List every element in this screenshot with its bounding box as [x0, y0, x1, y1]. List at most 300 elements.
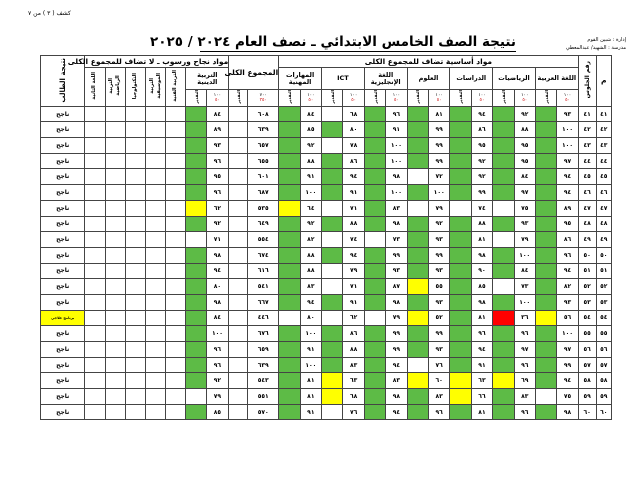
cell-score: ٩٨ [386, 294, 407, 310]
cell-extra [85, 216, 105, 232]
cell-score: ٩٣ [428, 294, 449, 310]
cell-extra [125, 216, 145, 232]
cell-level [450, 357, 471, 373]
cell-level [493, 169, 514, 185]
cell-score: ٨٣ [514, 389, 535, 405]
cell-score: ٧٣ [514, 279, 535, 295]
cell-total: ٦٤٩ [248, 216, 279, 232]
cell-level [322, 389, 343, 405]
cell-extra [125, 404, 145, 420]
header-subject: اللغة الإنجليزية [364, 68, 407, 90]
cell-score: ٩٣ [557, 294, 578, 310]
cell-result: ناجح [41, 247, 85, 263]
cell-seat: ٦٠ [578, 404, 596, 420]
cell-score: ١٠٠ [428, 185, 449, 201]
cell-level [493, 263, 514, 279]
cell-total: ٦٦٧ [248, 294, 279, 310]
header-level-label: التقدير [500, 90, 506, 104]
cell-extra [166, 122, 186, 138]
cell-extra [125, 389, 145, 405]
cell-religion: ٩٦ [206, 342, 229, 358]
header-serial: م [596, 56, 611, 107]
cell-level [322, 185, 343, 201]
cell-total: ٦٠١ [248, 169, 279, 185]
cell-score: ٩٤ [557, 169, 578, 185]
cell-seat: ٥٢ [578, 279, 596, 295]
cell-serial: ٦٠ [596, 404, 611, 420]
cell-level [364, 389, 385, 405]
cell-score: ٨٦ [343, 326, 364, 342]
cell-score: ٨٣ [300, 279, 321, 295]
cell-level [279, 404, 300, 420]
cell-extra [146, 169, 166, 185]
header-extra-label: التربية الفنية [172, 69, 179, 102]
cell-level [364, 216, 385, 232]
cell-level [535, 294, 556, 310]
cell-religion-level [186, 279, 206, 295]
cell-total-level [229, 263, 248, 279]
cell-extra [146, 216, 166, 232]
cell-level [535, 232, 556, 248]
cell-seat: ٥٥ [578, 326, 596, 342]
cell-score: ٩٥ [471, 138, 492, 154]
cell-level [493, 153, 514, 169]
cell-level [450, 106, 471, 122]
cell-score: ٩٦ [386, 106, 407, 122]
cell-score: ٩٩ [428, 326, 449, 342]
cell-seat: ٤١ [578, 106, 596, 122]
cell-extra [125, 169, 145, 185]
cell-level [535, 153, 556, 169]
cell-extra [166, 185, 186, 201]
cell-level [493, 185, 514, 201]
header-max-min [428, 90, 449, 107]
header-level [364, 90, 385, 107]
cell-religion: ٧١ [206, 232, 229, 248]
cell-score: ١٠٠ [300, 357, 321, 373]
cell-extra [146, 200, 166, 216]
cell-religion: ٩٦ [206, 357, 229, 373]
cell-religion-level [186, 232, 206, 248]
cell-score: ٩٩ [428, 153, 449, 169]
cell-extra [146, 122, 166, 138]
cell-religion-level [186, 200, 206, 216]
table-row [41, 185, 612, 201]
cell-score: ٩٣ [428, 232, 449, 248]
cell-total-level [229, 389, 248, 405]
cell-level [279, 216, 300, 232]
cell-level [279, 247, 300, 263]
header-max-min [248, 90, 279, 107]
cell-level [364, 279, 385, 295]
cell-serial: ٥٠ [596, 247, 611, 263]
cell-level [364, 294, 385, 310]
cell-score: ٥٢ [428, 310, 449, 326]
cell-religion-level [186, 247, 206, 263]
cell-serial: ٥١ [596, 263, 611, 279]
cell-extra [105, 342, 125, 358]
cell-extra [85, 263, 105, 279]
cell-level [450, 326, 471, 342]
cell-total-level [229, 138, 248, 154]
cell-level [279, 373, 300, 389]
table-row [41, 200, 612, 216]
header-level [279, 90, 300, 107]
cell-score: ٩٤ [471, 342, 492, 358]
cell-total-level [229, 153, 248, 169]
cell-level [364, 138, 385, 154]
cell-religion-level [186, 153, 206, 169]
cell-score: ٦٣ [471, 373, 492, 389]
cell-total-level [229, 232, 248, 248]
cell-extra [85, 404, 105, 420]
cell-total-level [229, 342, 248, 358]
cell-serial: ٥٢ [596, 279, 611, 295]
cell-score: ٩٧ [514, 342, 535, 358]
cell-level [450, 185, 471, 201]
cell-extra [166, 326, 186, 342]
cell-score: ٨٦ [343, 153, 364, 169]
cell-score: ٩٤ [557, 373, 578, 389]
cell-level [450, 342, 471, 358]
cell-level [279, 310, 300, 326]
cell-seat: ٤٨ [578, 216, 596, 232]
cell-level [450, 122, 471, 138]
cell-serial: ٥٤ [596, 310, 611, 326]
cell-seat: ٥٨ [578, 373, 596, 389]
cell-extra [125, 138, 145, 154]
results-table [40, 55, 612, 420]
header-extra-label: التربية الرياضية [108, 75, 122, 97]
cell-score: ٨١ [471, 232, 492, 248]
cell-extra [125, 342, 145, 358]
cell-result: ناجح [41, 326, 85, 342]
cell-religion-level [186, 373, 206, 389]
cell-extra [166, 310, 186, 326]
cell-extra [125, 310, 145, 326]
header-extra-subject [146, 68, 166, 107]
header-level [407, 90, 428, 107]
cell-extra [85, 342, 105, 358]
cell-seat: ٥١ [578, 263, 596, 279]
cell-extra [85, 169, 105, 185]
cell-score: ٧٥ [514, 200, 535, 216]
cell-extra [146, 389, 166, 405]
cell-total: ٥٥١ [248, 389, 279, 405]
results-sheet [40, 55, 612, 431]
cell-score: ٨٣ [386, 373, 407, 389]
cell-score: ٧٥ [557, 389, 578, 405]
cell-extra [105, 326, 125, 342]
cell-extra [105, 232, 125, 248]
cell-score: ٩١ [471, 357, 492, 373]
table-row [41, 294, 612, 310]
header-max-min [206, 90, 229, 107]
cell-extra [125, 357, 145, 373]
cell-score: ٧٤ [471, 200, 492, 216]
cell-result: ناجح [41, 138, 85, 154]
cell-score: ٨١ [471, 310, 492, 326]
cell-level [493, 294, 514, 310]
table-row [41, 153, 612, 169]
cell-extra [146, 138, 166, 154]
cell-level [493, 279, 514, 295]
cell-score: ٨٨ [300, 153, 321, 169]
cell-total: ٦٣٩ [248, 122, 279, 138]
cell-seat: ٤٩ [578, 232, 596, 248]
cell-score: ٩٤ [471, 106, 492, 122]
header-level-label: التقدير [543, 90, 549, 104]
cell-serial: ٥٧ [596, 357, 611, 373]
cell-level [364, 106, 385, 122]
cell-score: ٨٣ [386, 200, 407, 216]
cell-score: ٧١ [343, 279, 364, 295]
cell-extra [166, 263, 186, 279]
cell-extra [85, 279, 105, 295]
cell-level [450, 138, 471, 154]
cell-level [322, 200, 343, 216]
cell-result: ناجح [41, 389, 85, 405]
cell-level [364, 185, 385, 201]
cell-score: ٧٩ [343, 263, 364, 279]
header-max: ١٠٠ [307, 92, 315, 98]
cell-score: ٩٢ [471, 153, 492, 169]
cell-score: ٩٤ [557, 185, 578, 201]
cell-result: ناجح [41, 279, 85, 295]
cell-score: ٩٨ [386, 169, 407, 185]
cell-seat: ٥٧ [578, 357, 596, 373]
cell-level [364, 326, 385, 342]
cell-score: ٩٨ [386, 389, 407, 405]
cell-level [407, 310, 428, 326]
cell-total: ٥٥٤ [248, 232, 279, 248]
cell-level [450, 389, 471, 405]
cell-result: ناجح [41, 216, 85, 232]
cell-religion: ٩٦ [206, 153, 229, 169]
cell-level [535, 247, 556, 263]
cell-level [279, 122, 300, 138]
cell-religion-level [186, 310, 206, 326]
cell-total: ٦٥٥ [248, 153, 279, 169]
header-subject: اللغة العربية [535, 68, 578, 90]
cell-score: ٦٨ [343, 389, 364, 405]
table-row [41, 232, 612, 248]
cell-result: ناجح [41, 106, 85, 122]
cell-score: ٦٨ [343, 106, 364, 122]
header-subject: ICT [322, 68, 365, 90]
cell-extra [146, 247, 166, 263]
cell-score: ٩٣ [428, 342, 449, 358]
table-row [41, 279, 612, 295]
table-row [41, 138, 612, 154]
cell-extra [166, 153, 186, 169]
cell-level [493, 373, 514, 389]
cell-religion-level [186, 389, 206, 405]
cell-level [322, 106, 343, 122]
cell-level [322, 310, 343, 326]
cell-level [407, 153, 428, 169]
header-extra-label: اللغة الثانية [91, 71, 98, 100]
cell-score: ٨٣ [428, 389, 449, 405]
cell-seat: ٥٤ [578, 310, 596, 326]
cell-score: ٩٦ [514, 404, 535, 420]
table-row [41, 373, 612, 389]
cell-score: ٩٧ [557, 342, 578, 358]
cell-total-level [229, 294, 248, 310]
cell-score: ٧٩ [428, 200, 449, 216]
cell-total: ٥٣٥ [248, 200, 279, 216]
cell-seat: ٤٣ [578, 138, 596, 154]
cell-seat: ٥٠ [578, 247, 596, 263]
cell-score: ٦٢ [343, 310, 364, 326]
header-min: ٥٠ [351, 97, 357, 103]
cell-extra [146, 294, 166, 310]
admin-info [566, 36, 626, 52]
cell-score: ٨٢ [557, 279, 578, 295]
cell-score: ٨٨ [343, 216, 364, 232]
cell-level [493, 326, 514, 342]
cell-level [493, 404, 514, 420]
cell-score: ٧٦ [343, 404, 364, 420]
header-seat-label: رقم الجلوس [583, 61, 591, 99]
cell-level [407, 185, 428, 201]
cell-extra [85, 185, 105, 201]
cell-total-level [229, 310, 248, 326]
cell-level [450, 279, 471, 295]
header-min: ٥٠ [393, 97, 399, 103]
cell-extra [125, 106, 145, 122]
header-max: ٧٠٠ [259, 92, 267, 98]
cell-score: ٩٦ [514, 357, 535, 373]
cell-level [407, 389, 428, 405]
cell-extra [146, 263, 166, 279]
cell-extra [105, 357, 125, 373]
cell-score: ٧٩ [386, 310, 407, 326]
cell-level [364, 263, 385, 279]
cell-religion: ٨٤ [206, 106, 229, 122]
cell-total-level [229, 326, 248, 342]
table-row [41, 122, 612, 138]
cell-score: ١٠٠ [557, 122, 578, 138]
cell-score: ٨١ [300, 373, 321, 389]
cell-serial: ٤٣ [596, 138, 611, 154]
cell-level [535, 200, 556, 216]
cell-extra [105, 216, 125, 232]
cell-level [450, 169, 471, 185]
cell-serial: ٤٩ [596, 232, 611, 248]
cell-level [493, 122, 514, 138]
cell-level [450, 200, 471, 216]
cell-level [322, 216, 343, 232]
cell-score: ٨١ [471, 404, 492, 420]
cell-score: ١٠٠ [557, 326, 578, 342]
header-extra-label: التربية الموسيقية [148, 72, 162, 99]
header-level-label: التقدير [286, 90, 292, 104]
header-max: ١٠٠ [213, 92, 222, 98]
cell-extra [105, 373, 125, 389]
cell-serial: ٤٦ [596, 185, 611, 201]
cell-score: ٩٧ [557, 153, 578, 169]
cell-religion-level [186, 122, 206, 138]
cell-religion: ٨٥ [206, 404, 229, 420]
cell-extra [166, 342, 186, 358]
cell-score: ٨٤ [514, 263, 535, 279]
cell-extra [125, 279, 145, 295]
cell-total-level [229, 169, 248, 185]
cell-extra [125, 122, 145, 138]
cell-extra [105, 294, 125, 310]
cell-level [279, 153, 300, 169]
cell-score: ٩٢ [300, 216, 321, 232]
header-level [229, 90, 248, 107]
cell-religion: ٦٢ [206, 200, 229, 216]
cell-extra [166, 404, 186, 420]
header-row-subjects [41, 68, 612, 90]
cell-serial: ٥٥ [596, 326, 611, 342]
cell-religion-level [186, 106, 206, 122]
cell-score: ٨٨ [471, 216, 492, 232]
cell-level [364, 342, 385, 358]
cell-extra [125, 200, 145, 216]
cell-extra [85, 326, 105, 342]
cell-serial: ٤٨ [596, 216, 611, 232]
cell-level [450, 294, 471, 310]
table-row [41, 310, 612, 326]
cell-religion-level [186, 138, 206, 154]
cell-score: ١٠٠ [386, 138, 407, 154]
table-row [41, 169, 612, 185]
cell-result: ناجح [41, 263, 85, 279]
header-min: ٥٠ [565, 97, 570, 103]
cell-result: ناجح [41, 294, 85, 310]
cell-extra [166, 389, 186, 405]
cell-level [322, 373, 343, 389]
header-level-label: التقدير [415, 90, 421, 104]
cell-score: ٧١ [343, 200, 364, 216]
cell-level [322, 122, 343, 138]
cell-level [407, 232, 428, 248]
header-level-label: التقدير [235, 90, 241, 104]
cell-total: ٥٧٠ [248, 404, 279, 420]
cell-religion: ٧٩ [206, 389, 229, 405]
cell-extra [105, 279, 125, 295]
header-min: ٥٠ [308, 97, 314, 103]
cell-score: ٩٦ [471, 326, 492, 342]
cell-level [493, 247, 514, 263]
cell-religion: ٨٠ [206, 279, 229, 295]
cell-extra [146, 106, 166, 122]
cell-level [364, 310, 385, 326]
cell-total: ٥٤١ [248, 279, 279, 295]
cell-score: ٦٤ [300, 200, 321, 216]
cell-extra [85, 294, 105, 310]
cell-result: ناجح [41, 153, 85, 169]
cell-score: ٩٣ [428, 263, 449, 279]
cell-level [279, 138, 300, 154]
cell-score: ٩٨ [471, 247, 492, 263]
cell-level [279, 106, 300, 122]
cell-total-level [229, 106, 248, 122]
header-level-label: التقدير [458, 90, 464, 104]
cell-extra [125, 247, 145, 263]
cell-score: ٩٢ [428, 216, 449, 232]
table-row [41, 357, 612, 373]
header-max: ١٠٠ [521, 92, 529, 98]
cell-level [407, 200, 428, 216]
cell-score: ٨٦ [557, 232, 578, 248]
cell-score: ٩١ [343, 294, 364, 310]
cell-total: ٦٨٧ [248, 185, 279, 201]
